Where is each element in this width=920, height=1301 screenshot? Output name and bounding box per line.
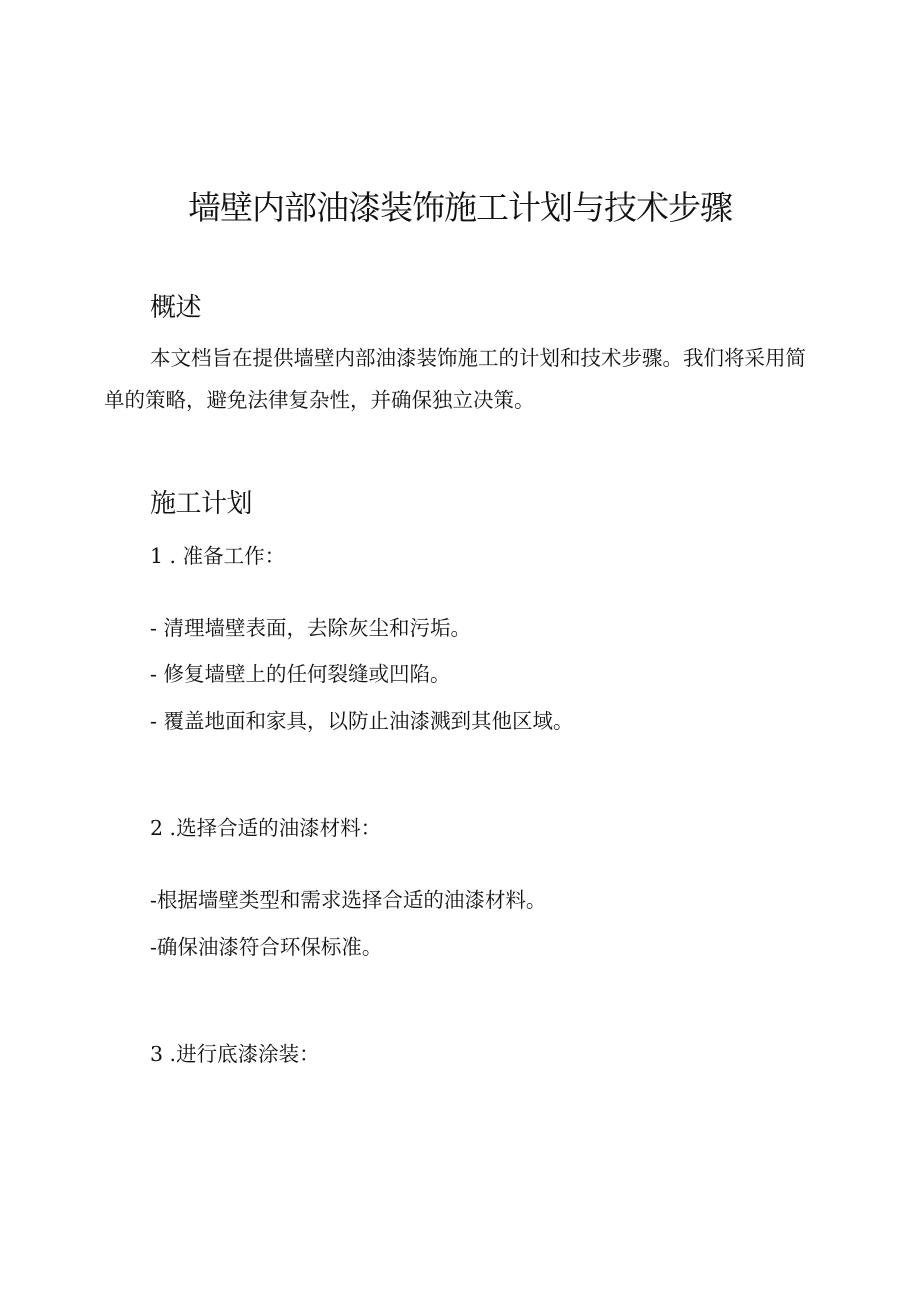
document-title: 墙壁内部油漆装饰施工计划与技术步骤 <box>188 188 732 227</box>
step-1-title: 1 . 准备工作： <box>150 544 286 568</box>
step-2-title: 2 .选择合适的油漆材料： <box>150 816 382 840</box>
step-3-title: 3 .进行底漆涂装： <box>150 1042 320 1066</box>
step-2-item: -根据墙壁类型和需求选择合适的油漆材料。 <box>150 888 547 912</box>
overview-paragraph: 本文档旨在提供墙壁内部油漆装饰施工的计划和技术步骤。我们将采用简单的策略，避免法律复杂性，并确保独立决策。 <box>104 346 806 412</box>
overview-heading: 概述 <box>150 293 202 323</box>
step-2-item: -确保油漆符合环保标准。 <box>150 935 383 959</box>
plan-heading: 施工计划 <box>150 489 253 519</box>
step-1-item: - 覆盖地面和家具，以防止油漆溅到其他区域。 <box>150 709 574 733</box>
step-1-item: - 修复墙壁上的任何裂缝或凹陷。 <box>150 662 451 686</box>
step-1-item: - 清理墙壁表面，去除灰尘和污垢。 <box>150 616 471 640</box>
